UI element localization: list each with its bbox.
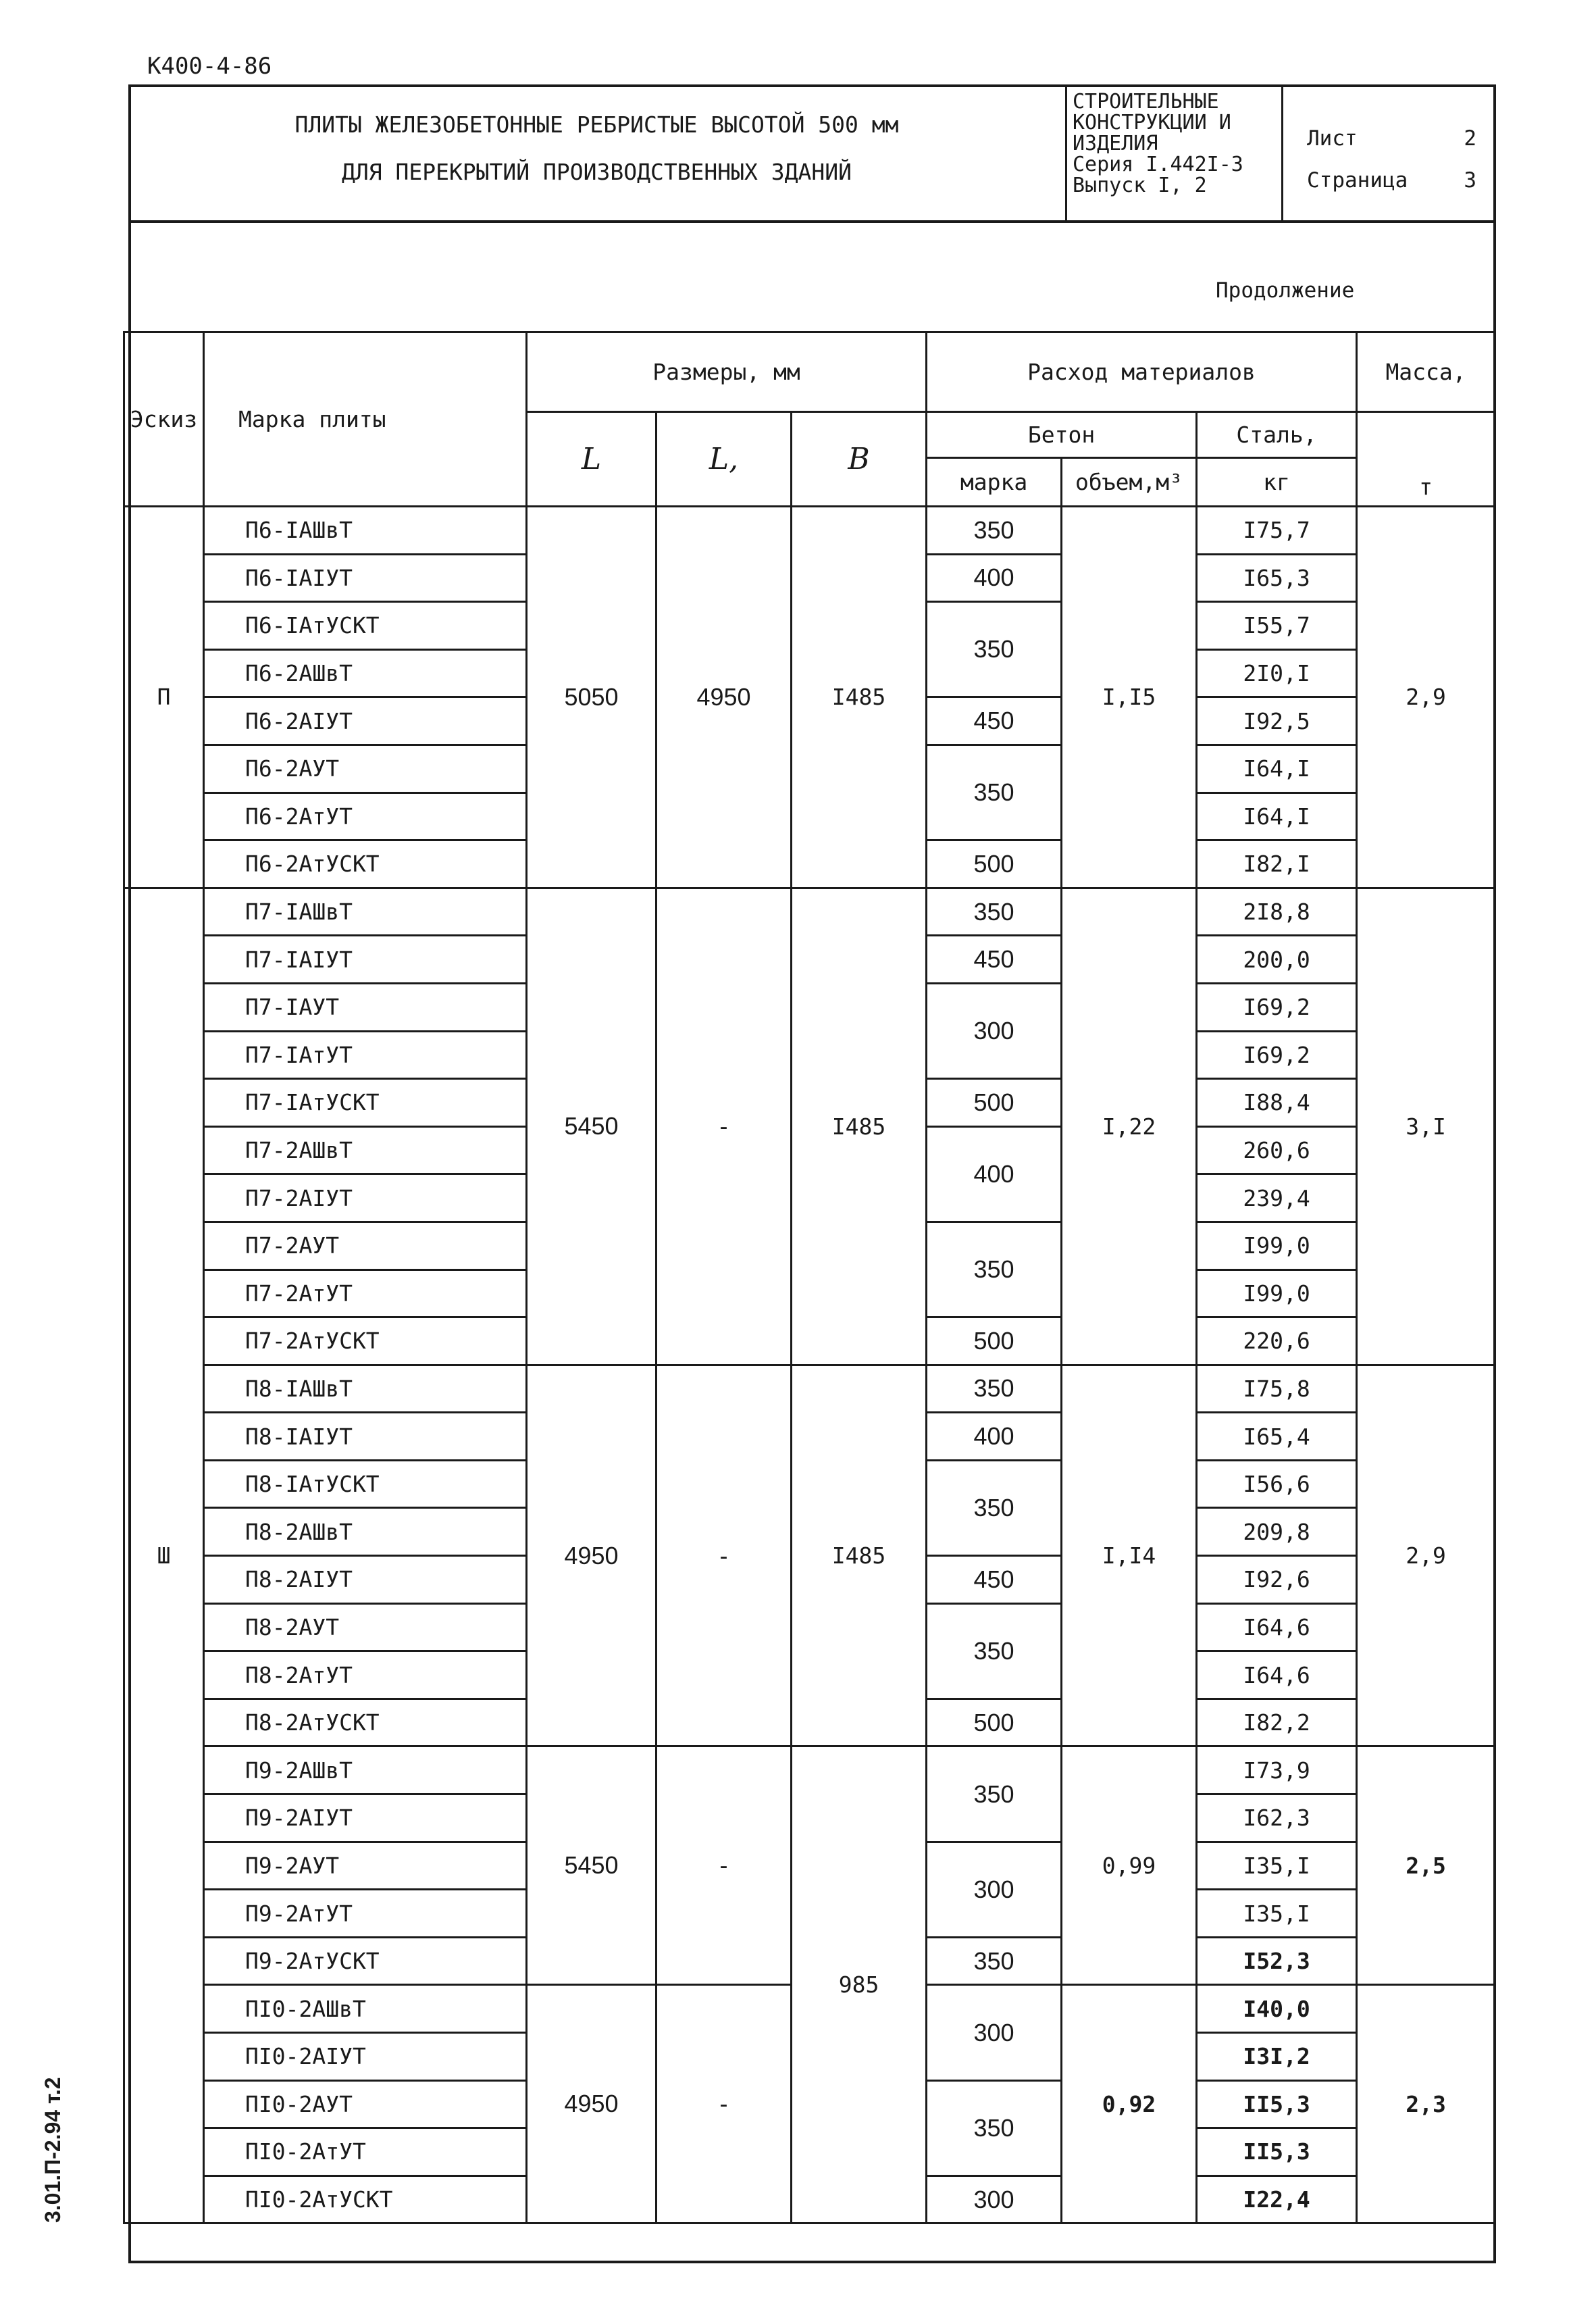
steel-kg: I64,6 (1197, 1651, 1357, 1699)
plate-mark: П7-2АтУТ (204, 1269, 527, 1317)
steel-kg: II5,3 (1197, 2080, 1357, 2128)
plate-mark: П7-IАтУСКТ (204, 1079, 527, 1127)
plate-mark: П9-2АУТ (204, 1842, 527, 1890)
dim-l1: - (657, 888, 792, 1365)
steel-kg: I92,6 (1197, 1556, 1357, 1604)
series-line-4: Серия I.442I-3 (1073, 153, 1243, 176)
concrete-grade: 400 (927, 1413, 1062, 1461)
concrete-grade: 450 (927, 697, 1062, 745)
sheet-row (1307, 126, 1476, 151)
title-line-2: ДЛЯ ПЕРЕКРЫТИЙ ПРОИЗВОДСТВЕННЫХ ЗДАНИЙ (342, 159, 852, 185)
dim-l1: - (657, 1365, 792, 1746)
side-stamp: 3.01.П-2.94 т.2 (41, 2077, 65, 2223)
concrete-grade: 400 (927, 1126, 1062, 1222)
concrete-grade: 300 (927, 2175, 1062, 2223)
mass: 2,3 (1357, 1985, 1495, 2223)
header-dim-l1: L, (657, 412, 792, 507)
dim-l: 5450 (527, 888, 657, 1365)
sheet-label: Лист (1307, 126, 1358, 151)
plate-mark: П6-2АУТ (204, 745, 527, 793)
dim-b: 985 (792, 1746, 927, 2223)
plate-mark: П7-2АтУСКТ (204, 1317, 527, 1365)
series-line-1: СТРОИТЕЛЬНЫЕ (1073, 90, 1219, 114)
header-mass-unit: т (1357, 412, 1495, 507)
plate-mark: П8-IАIУТ (204, 1413, 527, 1461)
concrete-grade: 500 (927, 1317, 1062, 1365)
header-concrete-volume: объем,м³ (1062, 458, 1197, 507)
dim-l1: - (657, 1985, 792, 2223)
steel-kg: I65,3 (1197, 554, 1357, 602)
plate-mark: П9-2АтУТ (204, 1890, 527, 1938)
steel-kg: I64,I (1197, 745, 1357, 793)
concrete-grade: 500 (927, 840, 1062, 888)
steel-kg: I22,4 (1197, 2175, 1357, 2223)
plate-mark: П7-IАШвТ (204, 888, 527, 936)
plate-mark: П8-2АIУТ (204, 1556, 527, 1604)
concrete-grade: 450 (927, 936, 1062, 984)
plate-mark: П6-2АIУТ (204, 697, 527, 745)
header-steel-unit: кг (1197, 458, 1357, 507)
concrete-grade: 350 (927, 507, 1062, 555)
plate-mark: П7-IАIУТ (204, 936, 527, 984)
concrete-volume: I,22 (1062, 888, 1197, 1365)
concrete-grade: 500 (927, 1079, 1062, 1127)
concrete-grade: 350 (927, 1603, 1062, 1699)
steel-kg: I73,9 (1197, 1746, 1357, 1794)
concrete-grade: 350 (927, 1460, 1062, 1555)
steel-kg: I35,I (1197, 1890, 1357, 1938)
plate-mark: П7-2АУТ (204, 1222, 527, 1269)
concrete-grade: 350 (927, 1365, 1062, 1413)
steel-kg: I75,7 (1197, 507, 1357, 555)
concrete-volume: 0,92 (1062, 1985, 1197, 2223)
header-mass: Масса, (1357, 332, 1495, 412)
steel-kg: 260,6 (1197, 1126, 1357, 1174)
concrete-grade: 300 (927, 1842, 1062, 1937)
plate-mark: ПI0-2АтУТ (204, 2128, 527, 2176)
concrete-grade: 350 (927, 1937, 1062, 1985)
mass: 2,9 (1357, 507, 1495, 888)
steel-kg: I69,2 (1197, 1031, 1357, 1079)
dim-b: I485 (792, 1365, 927, 1746)
plate-mark: П6-IАтУСКТ (204, 602, 527, 650)
plate-mark: П6-IАШвТ (204, 507, 527, 555)
plate-mark: П7-2АIУТ (204, 1174, 527, 1222)
concrete-grade: 400 (927, 554, 1062, 602)
plate-mark: П8-2АтУСКТ (204, 1699, 527, 1746)
header-dim-l: L (527, 412, 657, 507)
plate-mark: П6-IАIУТ (204, 554, 527, 602)
concrete-grade: 350 (927, 602, 1062, 697)
steel-kg: I64,6 (1197, 1603, 1357, 1651)
plate-mark: П8-IАтУСКТ (204, 1460, 527, 1508)
page-number: 3 (1464, 168, 1476, 193)
steel-kg: I69,2 (1197, 983, 1357, 1031)
materials-table (123, 331, 1496, 2224)
steel-kg: I64,I (1197, 793, 1357, 840)
plate-mark: П6-2АШвТ (204, 649, 527, 697)
plate-mark: П6-2АтУСКТ (204, 840, 527, 888)
title-line-1: ПЛИТЫ ЖЕЛЕЗОБЕТОННЫЕ РЕБРИСТЫЕ ВЫСОТОЙ 500 мм (294, 111, 899, 138)
sheet-cell (1283, 84, 1493, 220)
concrete-grade: 450 (927, 1556, 1062, 1604)
steel-kg: I56,6 (1197, 1460, 1357, 1508)
steel-kg: I55,7 (1197, 602, 1357, 650)
dim-l1: - (657, 1746, 792, 1985)
steel-kg: I99,0 (1197, 1222, 1357, 1269)
steel-kg: 239,4 (1197, 1174, 1357, 1222)
plate-mark: П9-2АтУСКТ (204, 1937, 527, 1985)
steel-kg: 200,0 (1197, 936, 1357, 984)
concrete-grade: 300 (927, 1985, 1062, 2080)
steel-kg: I62,3 (1197, 1794, 1357, 1842)
sketch-cell: П (124, 507, 204, 888)
concrete-grade: 350 (927, 1746, 1062, 1842)
series-cell (1067, 84, 1283, 220)
plate-mark: П7-2АШвТ (204, 1126, 527, 1174)
title-block (128, 84, 1496, 223)
plate-mark: ПI0-2АIУТ (204, 2033, 527, 2081)
series-line-2: КОНСТРУКЦИИ И (1073, 111, 1231, 134)
steel-kg: I88,4 (1197, 1079, 1357, 1127)
steel-kg: II5,3 (1197, 2128, 1357, 2176)
steel-kg: I82,2 (1197, 1699, 1357, 1746)
header-dim-b: B (792, 412, 927, 507)
steel-kg: I3I,2 (1197, 2033, 1357, 2081)
series-line-3: ИЗДЕЛИЯ (1073, 132, 1158, 155)
steel-kg: I52,3 (1197, 1937, 1357, 1985)
concrete-volume: I,I4 (1062, 1365, 1197, 1746)
steel-kg: I75,8 (1197, 1365, 1357, 1413)
dim-l: 4950 (527, 1365, 657, 1746)
concrete-grade: 500 (927, 1699, 1062, 1746)
plate-mark: П8-2АШвТ (204, 1508, 527, 1556)
series-line-5: Выпуск I, 2 (1073, 174, 1207, 197)
dim-b: I485 (792, 507, 927, 888)
plate-mark: П7-IАтУТ (204, 1031, 527, 1079)
header-mark: Марка плиты (204, 332, 527, 507)
concrete-grade: 350 (927, 2080, 1062, 2175)
steel-kg: 220,6 (1197, 1317, 1357, 1365)
page-label: Страница (1307, 168, 1408, 193)
plate-mark: П6-2АтУТ (204, 793, 527, 840)
steel-kg: I92,5 (1197, 697, 1357, 745)
steel-kg: I99,0 (1197, 1269, 1357, 1317)
dim-l1: 4950 (657, 507, 792, 888)
dim-l: 5050 (527, 507, 657, 888)
steel-kg: I65,4 (1197, 1413, 1357, 1461)
steel-kg: I82,I (1197, 840, 1357, 888)
steel-kg: I35,I (1197, 1842, 1357, 1890)
header-dimensions: Размеры, мм (527, 332, 927, 412)
header-concrete: Бетон (927, 412, 1197, 458)
sketch-cell: Ш (124, 888, 204, 2223)
page-row (1307, 168, 1476, 193)
mass: 3,I (1357, 888, 1495, 1365)
document-code: К400-4-86 (147, 53, 272, 80)
dim-l: 5450 (527, 1746, 657, 1985)
steel-kg: I40,0 (1197, 1985, 1357, 2033)
plate-mark: П8-2АтУТ (204, 1651, 527, 1699)
plate-mark: ПI0-2АтУСКТ (204, 2175, 527, 2223)
title-cell (128, 84, 1067, 220)
plate-mark: ПI0-2АУТ (204, 2080, 527, 2128)
concrete-volume: I,I5 (1062, 507, 1197, 888)
concrete-grade: 350 (927, 745, 1062, 840)
header-concrete-grade: марка (927, 458, 1062, 507)
steel-kg: 209,8 (1197, 1508, 1357, 1556)
sheet-number: 2 (1464, 126, 1476, 151)
plate-mark: ПI0-2АШвТ (204, 1985, 527, 2033)
continuation-label: Продолжение (1216, 278, 1355, 303)
plate-mark: П8-2АУТ (204, 1603, 527, 1651)
plate-mark: П7-IАУТ (204, 983, 527, 1031)
plate-mark: П8-IАШвТ (204, 1365, 527, 1413)
dim-b: I485 (792, 888, 927, 1365)
steel-kg: 2I0,I (1197, 649, 1357, 697)
steel-kg: 2I8,8 (1197, 888, 1357, 936)
plate-mark: П9-2АIУТ (204, 1794, 527, 1842)
mass: 2,9 (1357, 1365, 1495, 1746)
header-materials: Расход материалов (927, 332, 1357, 412)
concrete-grade: 300 (927, 983, 1062, 1078)
header-steel: Сталь, (1197, 412, 1357, 458)
concrete-grade: 350 (927, 1222, 1062, 1317)
concrete-grade: 350 (927, 888, 1062, 936)
plate-mark: П9-2АШвТ (204, 1746, 527, 1794)
header-sketch: Эскиз (124, 332, 204, 507)
mass: 2,5 (1357, 1746, 1495, 1985)
dim-l: 4950 (527, 1985, 657, 2223)
concrete-volume: 0,99 (1062, 1746, 1197, 1985)
